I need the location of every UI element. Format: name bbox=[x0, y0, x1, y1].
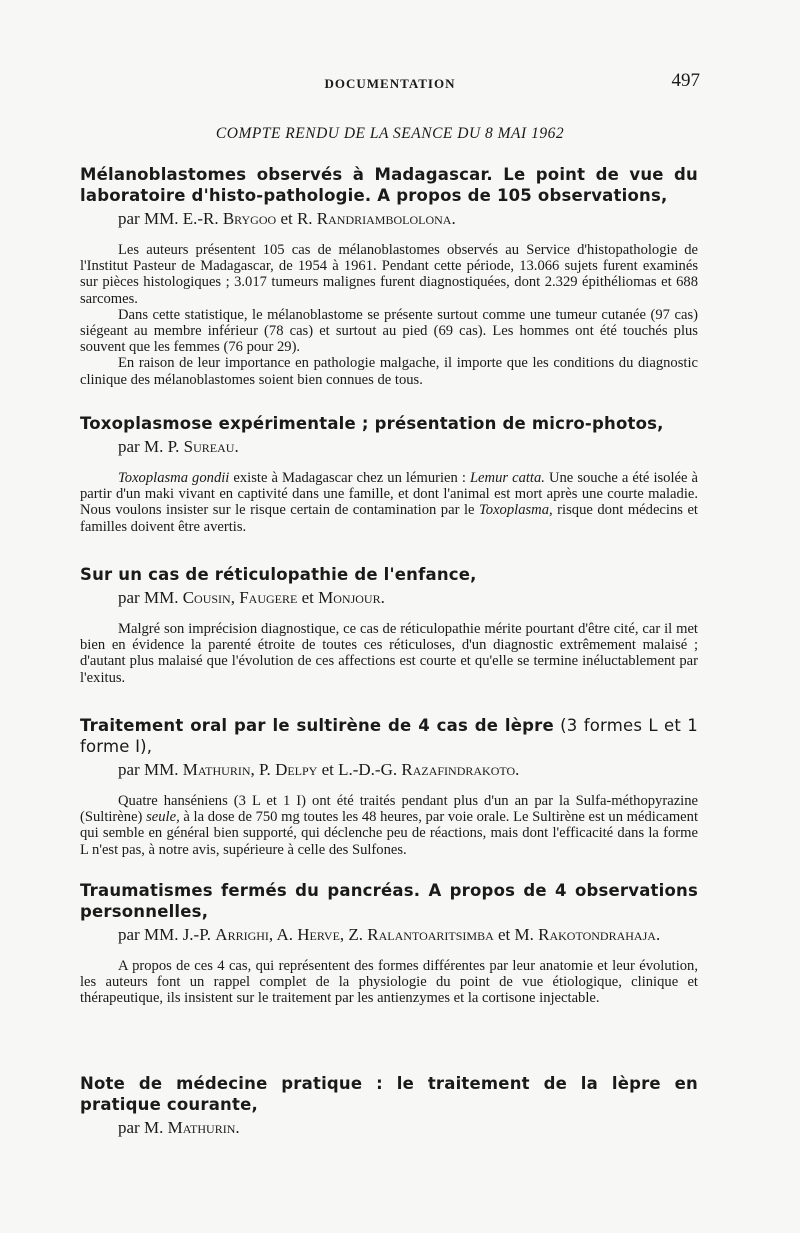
section-authors bbox=[80, 208, 698, 230]
author-name: Brygoo bbox=[222, 209, 277, 228]
paragraph bbox=[80, 470, 698, 535]
author-name: Mathurin bbox=[167, 1118, 236, 1137]
text-run: à la dose de 750 mg toutes les 48 heures, par voie orale. Le Sultirène est un médicament qui semble en général bien supporté, qui déclenche peu de réactions, mais dont l'efficacité dans la forme L n'est pas, à notre avis, supérieure à celle des Sulfones. bbox=[80, 809, 698, 858]
authors-suffix: . bbox=[235, 1118, 240, 1137]
authors-sep: , bbox=[230, 588, 240, 607]
text-run: Une souche a été isolée à partir d'un maki vivant en captivité dans une famille, et dont l'animal est mort après une courte maladie. Nous voulons insister sur le risque certain de contamination par le bbox=[80, 470, 698, 519]
title-normal: (3 formes L et 1 forme I), bbox=[80, 716, 698, 756]
authors-mid: et M. bbox=[493, 925, 539, 944]
section-title: Sur un cas de réticulopathie de l'enfance, bbox=[80, 565, 477, 584]
section-lepre-pratique bbox=[80, 1073, 698, 1139]
paragraph: Dans cette statistique, le mélanoblastome se présente surtout comme une tumeur cutanée (97 cas) siégeant au membre inférieur (78 cas) et surtout au pied (69 cas). Les hommes ont été touchés plus souvent que les femmes (76 pour 29). bbox=[80, 306, 698, 356]
section-authors bbox=[80, 587, 698, 609]
author-name: Faugere bbox=[239, 588, 298, 607]
author-name: Razafindrakoto bbox=[401, 760, 516, 779]
page-number: 497 bbox=[671, 70, 700, 91]
authors-sep: , P. bbox=[250, 760, 276, 779]
section-authors bbox=[80, 924, 698, 946]
running-head bbox=[80, 72, 700, 96]
section-pancreas bbox=[80, 880, 698, 1007]
author-name: Ralantoaritsimba bbox=[367, 925, 494, 944]
section-authors bbox=[80, 1117, 698, 1139]
italic-term: seule, bbox=[146, 809, 180, 826]
author-name: Rakotondrahaja bbox=[538, 925, 656, 944]
paragraph: Les auteurs présentent 105 cas de mélanoblastomes observés au Service d'histopathologie de l'Institut Pasteur de Madagascar, de 1954 à 1961. Pendant cette période, 13.066 sujets furent examinés sur pièces histologiques ; 3.017 tumeurs malignes furent diagnostiquées, dont 2.329 épithéliomas et 688 sarcomes. bbox=[80, 242, 698, 307]
authors-suffix: . bbox=[380, 588, 385, 607]
author-name: Arrighi bbox=[215, 925, 269, 944]
paragraph: Malgré son imprécision diagnostique, ce cas de réticulopathie mérite pourtant d'être cité, car il met bien en évidence la parenté étroite de toutes ces réticuloses, d'un diagnostic extrêmement malaisé ; d'autant plus malaisé que l'évolution de ces affections est courte et qu'elle se termine inéluctablement par l'exitus. bbox=[80, 621, 698, 686]
author-name: Sureau bbox=[183, 437, 235, 456]
italic-term: Toxoplasma, bbox=[479, 502, 553, 519]
authors-suffix: . bbox=[451, 209, 456, 228]
section-body bbox=[80, 470, 698, 535]
authors-suffix: . bbox=[234, 437, 239, 456]
section-body bbox=[80, 793, 698, 858]
section-authors bbox=[80, 436, 698, 458]
authors-prefix: par M. bbox=[118, 1118, 168, 1137]
section-title: Toxoplasmose expérimentale ; présentation de micro-photos, bbox=[80, 414, 664, 433]
authors-suffix: . bbox=[515, 760, 520, 779]
authors-mid: et R. bbox=[276, 209, 317, 228]
authors-mid: et bbox=[297, 588, 319, 607]
seance-title: COMPTE RENDU DE LA SEANCE DU 8 MAI 1962 bbox=[215, 125, 565, 142]
authors-prefix: par MM. J.-P. bbox=[118, 925, 216, 944]
section-melanoblastomes bbox=[80, 164, 698, 388]
author-name: Delpy bbox=[275, 760, 318, 779]
italic-term: Toxoplasma gondii bbox=[118, 470, 230, 486]
section-body bbox=[80, 958, 698, 1007]
author-name: Herve bbox=[297, 925, 340, 944]
running-title: DOCUMENTATION bbox=[324, 76, 456, 91]
author-name: Cousin bbox=[182, 588, 231, 607]
authors-mid: et L.-D.-G. bbox=[317, 760, 402, 779]
author-name: Mathurin bbox=[182, 760, 251, 779]
section-reticulopathie bbox=[80, 564, 698, 686]
paragraph: A propos de ces 4 cas, qui représentent des formes différentes par leur anatomie et leur évolution, les auteurs font un rappel complet de la physiologie du point de vue étiologique, clinique et thérapeutique, ils insistent sur le traitement par les antienzymes et la cortisone injectable. bbox=[80, 958, 698, 1007]
author-name: Randriambololona bbox=[316, 209, 452, 228]
section-authors bbox=[80, 759, 698, 781]
authors-prefix: par MM. bbox=[118, 760, 183, 779]
section-body bbox=[80, 242, 698, 388]
text-run: existe à Madagascar chez un lémurien : bbox=[229, 470, 470, 486]
paragraph bbox=[80, 793, 698, 858]
italic-term: Lemur catta. bbox=[469, 470, 545, 486]
section-title: Mélanoblastomes observés à Madagascar. Le point de vue du laboratoire d'histo-pathologie. A propos de 105 observations, bbox=[80, 165, 698, 205]
section-body bbox=[80, 621, 698, 686]
author-name: Monjour bbox=[318, 588, 381, 607]
section-sultirene bbox=[80, 715, 698, 858]
text-run: Quatre hanséniens (3 L et 1 I) ont été traités pendant plus d'un an par la Sulfa-méthopyrazine (Sultirène) bbox=[80, 793, 698, 826]
authors-sep: , Z. bbox=[339, 925, 368, 944]
authors-suffix: . bbox=[655, 925, 661, 944]
section-title: Note de médecine pratique : le traitement de la lèpre en pratique courante, bbox=[80, 1074, 698, 1114]
paragraph: En raison de leur importance en pathologie malgache, il importe que les conditions du diagnostic clinique des mélanoblastomes soient bien connues de tous. bbox=[80, 355, 698, 388]
authors-sep: , A. bbox=[268, 925, 298, 944]
authors-prefix: par MM. bbox=[118, 588, 183, 607]
authors-prefix: par MM. E.-R. bbox=[118, 209, 223, 228]
text-run: risque dont médecins et familles doivent être avertis. bbox=[80, 502, 698, 535]
section-toxoplasmose bbox=[80, 413, 698, 535]
section-title: Traumatismes fermés du pancréas. A propos de 4 observations personnelles, bbox=[80, 881, 698, 921]
section-title bbox=[80, 715, 698, 757]
authors-prefix: par M. P. bbox=[118, 437, 184, 456]
title-bold: Traitement oral par le sultirène de 4 cas de lèpre bbox=[80, 716, 554, 735]
